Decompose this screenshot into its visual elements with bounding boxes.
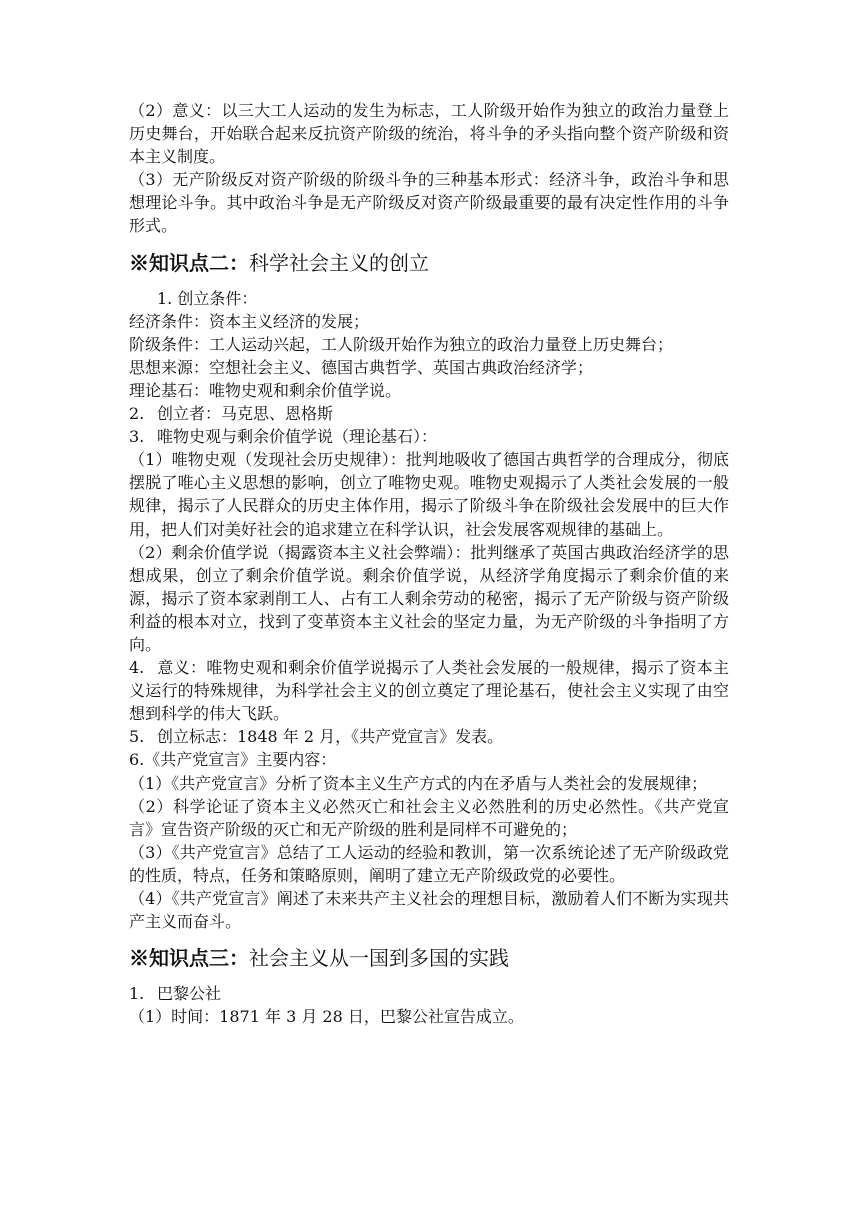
paragraph: （2）剩余价值学说（揭露资本主义社会弊端）：批判继承了英国古典政治经济学的思想成果，创立了剩余价值学说。剩余价值学说，从经济学角度揭示了剩余价值的来源，揭示了资本家剥削工人、占有工人剩余劳动的秘密，揭示了无产阶级与资产阶级利益的根本对立，找到了变革资本主义社会的坚定力量，为无产阶级的斗争指明了方向。 [129,542,729,654]
paragraph: 阶级条件：工人运动兴起，工人阶级开始作为独立的政治力量登上历史舞台； [129,334,674,354]
document-page [129,99,729,1028]
list-text: 创立标志：1848 年 2 月，《共产党宣言》发表。 [157,727,504,747]
paragraph: （2）意义：以三大工人运动的发生为标志，工人阶级开始作为独立的政治力量登上历史舞台，开始联合起来反抗资产阶级的统治，将斗争的矛头指向整个资产阶级和资本主义制度。 [129,101,729,167]
paragraph: （2）科学论证了资本主义必然灭亡和社会主义必然胜利的历史必然性。《共产党宣言》宣告资产阶级的灭亡和无产阶级的胜利是同样不可避免的； [129,796,729,839]
list-number: 3. [129,427,145,447]
list-text: 巴黎公社 [157,984,222,1004]
list-number: 5. [129,727,145,747]
section-heading-2 [129,249,729,277]
list-item-label: 6.《共产党宣言》主要内容： [129,750,337,770]
list-item [129,982,729,1005]
section-heading-3 [129,944,729,972]
paragraph: （4）《共产党宣言》阐述了未来共产主义社会的理想目标，激励着人们不断为实现共产主义而奋斗。 [129,889,729,932]
paragraph: （3）无产阶级反对资产阶级的阶级斗争的三种基本形式：经济斗争，政治斗争和思想理论斗争。其中政治斗争是无产阶级反对资产阶级最重要的最有决定性作用的斗争形式。 [129,170,729,236]
list-item [129,656,729,725]
paragraph: （1）时间：1871 年 3 月 28 日，巴黎公社宣告成立。 [129,1007,524,1027]
paragraph: （1）唯物史观（发现社会历史规律）：批判地吸收了德国古典哲学的合理成分，彻底摆脱了唯心主义思想的影响，创立了唯物史观。唯物史观揭示了人类社会发展的一般规律，揭示了人民群众的历史主体作用，揭示了阶级斗争在阶级社会发展中的巨大作用，把人们对美好社会的追求建立在科学认识，社会发展客观规律的基础上。 [129,450,729,539]
heading-mark: ※知识点二： [129,250,249,275]
list-number: 4. [129,658,145,678]
heading-mark: ※知识点三： [129,946,249,971]
list-number: 1. [129,984,145,1004]
list-text: 唯物史观与剩余价值学说（理论基石）： [157,427,438,447]
paragraph: （1）《共产党宣言》分析了资本主义生产方式的内在矛盾与人类社会的发展规律； [129,773,708,793]
paragraph: （3）《共产党宣言》总结了工人运动的经验和教训，第一次系统论述了无产阶级政党的性质，特点，任务和策略原则，阐明了建立无产阶级政党的必要性。 [129,842,729,885]
list-item [129,725,729,748]
list-item-label: 1. 创立条件： [157,288,258,308]
list-item [129,425,729,448]
paragraph: 经济条件：资本主义经济的发展； [129,311,370,331]
paragraph: 理论基石：唯物史观和剩余价值学说。 [129,380,402,400]
paragraph: 思想来源：空想社会主义、德国古典哲学、英国古典政治经济学； [129,357,594,377]
heading-text: 社会主义从一国到多国的实践 [249,946,509,971]
list-text: 意义：唯物史观和剩余价值学说揭示了人类社会发展的一般规律，揭示了资本主义运行的特殊规律，为科学社会主义的创立奠定了理论基石，使社会主义实现了由空想到科学的伟大飞跃。 [129,658,729,724]
list-item [129,402,729,425]
list-number: 2. [129,404,145,424]
list-text: 创立者：马克思、恩格斯 [157,404,334,424]
heading-text: 科学社会主义的创立 [249,250,429,275]
